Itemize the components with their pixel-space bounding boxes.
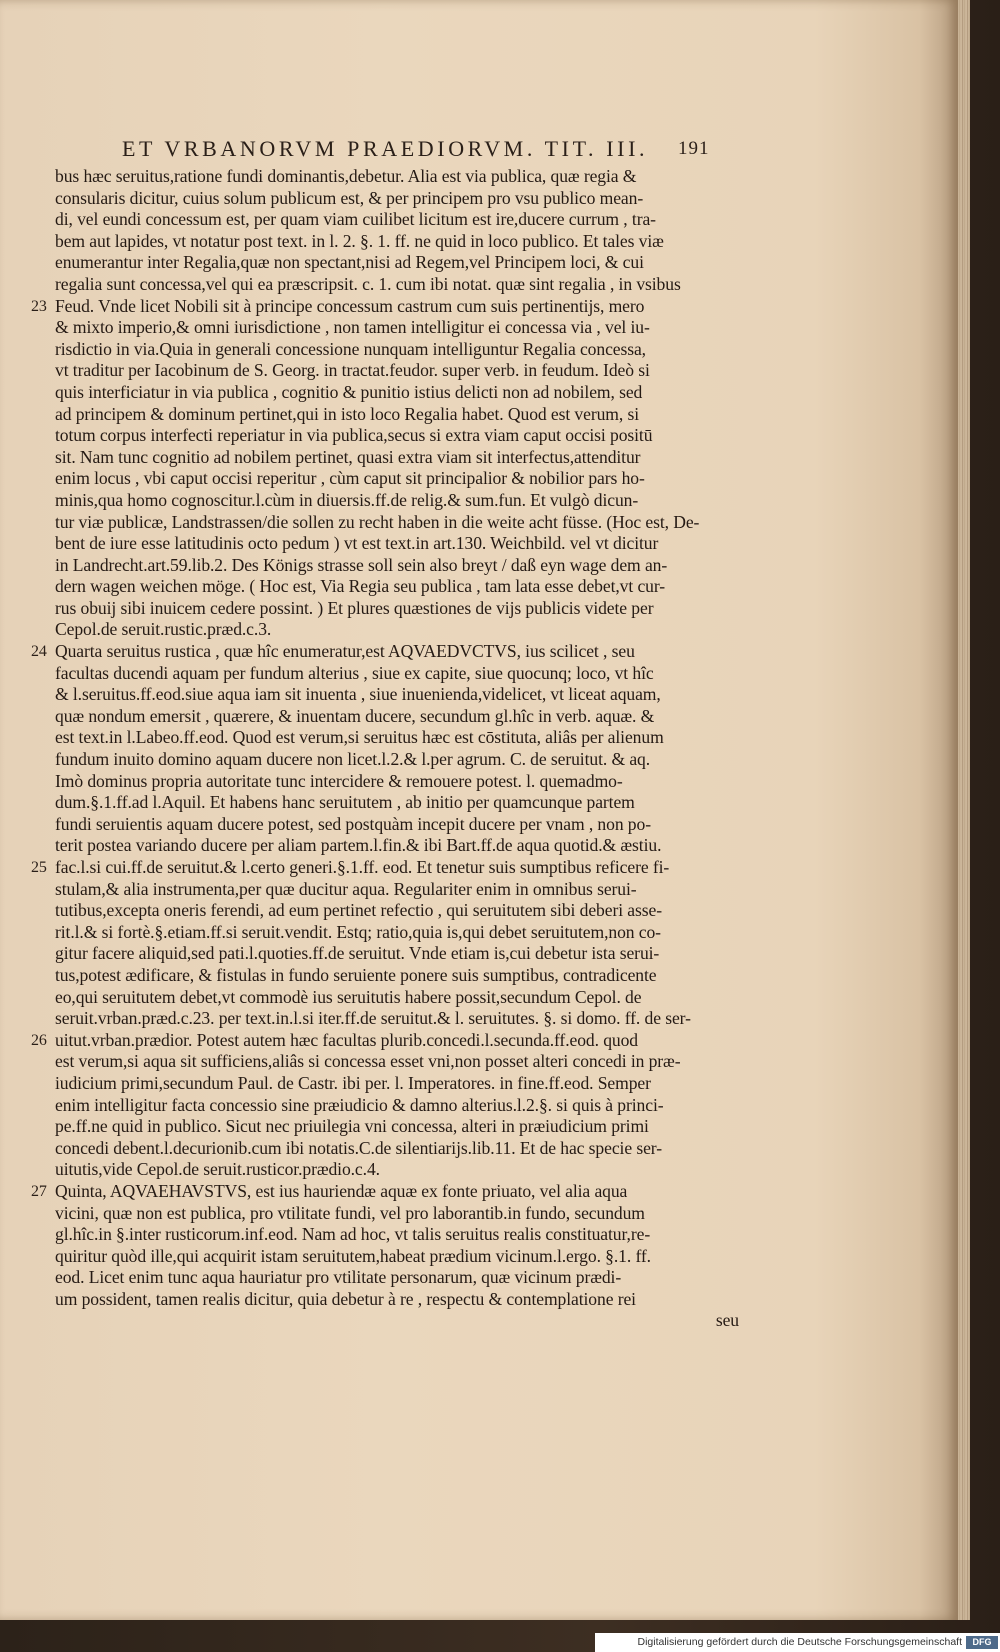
digitization-footer (595, 1633, 1000, 1652)
line-text: regalia sunt concessa,vel qui ea præscripsit. c. 1. cum ibi notat. quæ sint regalia , in vsibus (55, 273, 681, 294)
margin-number: 26 (31, 1031, 47, 1049)
text-line (55, 814, 745, 836)
line-text: risdictio in via.Quia in generali concessione nunquam intelliguntur Regalia concessa, (55, 338, 646, 359)
line-text: bent de iure esse latitudinis octo pedum ) vt est text.in art.130. Weichbild. vel vt dicitur (55, 533, 659, 554)
line-text: bem aut lapides, vt notatur post text. in l. 2. §. 1. ff. ne quid in loco publico. Et tales viæ (55, 230, 664, 251)
text-line (55, 555, 745, 577)
text-line (55, 274, 745, 296)
line-text: fundum inuito domino aquam ducere non licet.l.2.& l.per agrum. C. de seruitut. & aq. (55, 749, 651, 770)
line-text: di, vel eundi concessum est, per quam viam cuilibet licitum est ire,ducere currum , tra- (55, 209, 656, 230)
text-line (31, 1180, 745, 1203)
line-text: enim locus , vbi caput occisi reperitur , cùm caput sit principalior & nobilior pars ho- (55, 468, 645, 489)
line-text: dern wagen weichen möge. ( Hoc est, Via Regia seu publica , tam lata esse debet,vt cur- (55, 576, 666, 597)
line-text: uitutis,vide Cepol.de seruit.rusticor.prædio.c.4. (55, 1159, 380, 1180)
line-text: uitut.vrban.prædior. Potest autem hæc facultas plurib.concedi.l.secunda.ff.eod. quod (55, 1029, 638, 1050)
line-text: est verum,si aqua sit sufficiens,aliâs si concessa esset vni,non posset alteri concedi in præ- (55, 1051, 681, 1072)
running-header: ET VRBANORVM PRAEDIORVM. TIT. III. (122, 136, 649, 161)
text-line (55, 943, 745, 965)
text-line (55, 879, 745, 901)
text-line (55, 749, 745, 771)
line-text: eo,qui seruitutem debet,vt commodè ius seruitutis habere possit,secundum Cepol. de (55, 986, 642, 1007)
dfg-logo-icon: DFG (966, 1636, 998, 1649)
text-line (55, 1095, 745, 1117)
line-text: est text.in l.Labeo.ff.eod. Quod est verum,si seruitus hæc est cōstituta, aliâs per alienum (55, 727, 664, 748)
line-text: quæ nondum emersit , quærere, & inuentam ducere, secundum gl.hîc in verb. aquæ. & (55, 705, 655, 726)
line-text: enim intelligitur facta concessio sine præiudicio & damno alterius.l.2.§. si quis à princi- (55, 1094, 664, 1115)
text-line (55, 965, 745, 987)
text-line (55, 166, 745, 188)
text-line (55, 900, 745, 922)
line-text: um possident, tamen realis dicitur, quia debetur à re , respectu & contemplatione rei (55, 1288, 636, 1309)
line-text: fac.l.si cui.ff.de seruitut.& l.certo generi.§.1.ff. eod. Et tenetur suis sumptibus reficere fi- (55, 857, 670, 877)
text-line (55, 317, 745, 339)
line-text: quis interficiatur in via publica , cognitio & punitio istius delicti non ad nobilem, sed (55, 381, 643, 402)
line-text: enumerantur inter Regalia,quæ non spectant,nisi ad Regem,vel Principem loci, & cui (55, 252, 644, 273)
text-line (55, 771, 745, 793)
text-line (55, 706, 745, 728)
text-line (55, 1008, 745, 1030)
text-line (31, 857, 745, 879)
line-text: rus obuij sibi inuicem cedere possint. ) Et plures quæstiones de vijs publicis videte per (55, 597, 654, 618)
text-line (55, 1051, 745, 1073)
line-text: quiritur quòd ille,qui acquirit istam seruitutem,habeat prædium vicinum.l.ergo. §.1. ff. (55, 1245, 651, 1266)
line-text: terit postea variando ducere per aliam partem.l.fin.& ibi Bart.ff.de aqua quotid.& æstiu. (55, 835, 662, 856)
text-line (55, 1138, 745, 1160)
text-line (55, 382, 745, 404)
text-line (55, 188, 745, 210)
line-text: eod. Licet enim tunc aqua hauriatur pro vtilitate personarum, quæ vicinum prædi- (55, 1267, 622, 1288)
text-line (55, 1116, 745, 1138)
folio-number: 191 (678, 138, 710, 159)
text-line (55, 576, 745, 598)
text-line (55, 490, 745, 512)
line-text: Cepol.de seruit.rustic.præd.c.3. (55, 619, 272, 640)
text-line (55, 447, 745, 469)
text-line (55, 1246, 745, 1268)
text-line (55, 684, 745, 706)
line-text: pe.ff.ne quid in publico. Sicut nec priuilegia vni concessa, alteri in præiudicium primi (55, 1116, 649, 1137)
text-line (55, 425, 745, 447)
text-line (55, 1289, 745, 1311)
text-line (55, 468, 745, 490)
text-line (55, 209, 745, 231)
line-text: fundi seruientis aquam ducere potest, sed postquàm incepit ducere per vnam , non po- (55, 813, 651, 834)
text-line (55, 663, 745, 685)
text-line (55, 619, 745, 641)
text-line (55, 512, 745, 534)
text-line (55, 533, 745, 555)
text-line (55, 922, 745, 944)
line-text: Feud. Vnde licet Nobili sit à principe concessum castrum cum suis pertinentijs, mero (55, 295, 645, 316)
line-text: minis,qua homo cognoscitur.l.cùm in diuersis.ff.de relig.& sum.fun. Et vulgò dicun- (55, 489, 639, 510)
text-line (55, 1224, 745, 1246)
line-text: rit.l.& si fortè.§.etiam.ff.si seruit.vendit. Estq; ratio,quia is,qui debet seruitutem,non co- (55, 921, 661, 942)
line-text: facultas ducendi aquam per fundum alterius , siue ex capite, siue quocunq; loco, vt hîc (55, 662, 654, 683)
line-text: Quarta seruitus rustica , quæ hîc enumeratur,est AQVAEDVCTVS, ius scilicet , seu (55, 641, 635, 662)
text-line (55, 360, 745, 382)
text-line (55, 339, 745, 361)
line-text: vt traditur per Iacobinum de S. Georg. in tractat.feudor. super verb. in feudum. Ideò si (55, 360, 650, 381)
line-text: iudicium primi,secundum Paul. de Castr. ibi per. l. Imperatores. in fine.ff.eod. Semper (55, 1072, 651, 1093)
text-line (31, 295, 745, 318)
text-line (55, 987, 745, 1009)
line-text: consularis dicitur, cuius solum publicum est, & per principem pro vsu publico mean- (55, 187, 644, 208)
margin-number: 25 (31, 859, 47, 876)
page-edge-binding (958, 0, 970, 1620)
catchword: seu (715, 1310, 739, 1331)
line-text: ad principem & dominum pertinet,qui in isto loco Regalia habet. Quod est verum, si (55, 403, 640, 424)
text-line (55, 1203, 745, 1225)
line-text: & mixto imperio,& omni iurisdictione , non tamen intelligitur ei concessa via , vel iu- (55, 317, 650, 338)
margin-number: 23 (31, 297, 47, 315)
footer-credit: Digitalisierung gefördert durch die Deutsche Forschungsgemeinschaft (637, 1636, 962, 1648)
line-text: gitur facere aliquid,sed pati.l.quoties.ff.de seruitut. Vnde etiam is,cui debetur ista serui- (55, 943, 660, 964)
text-line (55, 792, 745, 814)
line-text: Imò dominus propria autoritate tunc intercidere & remouere potest. l. quemadmo- (55, 770, 623, 791)
line-text: tutibus,excepta oneris ferendi, ad eum pertinet refectio , qui seruitutem sibi deberi asse- (55, 900, 662, 921)
text-line (55, 1073, 745, 1095)
line-text: dum.§.1.ff.ad l.Aquil. Et habens hanc seruitutem , ab initio per quamcunque partem (55, 792, 635, 813)
line-text: gl.hîc.in §.inter rusticorum.inf.eod. Nam ad hoc, vt talis seruitus realis constituatur,re- (55, 1224, 651, 1245)
text-line (31, 641, 745, 663)
line-text: in Landrecht.art.59.lib.2. Des Königs strasse soll sein also breyt / daß eyn wage dem an- (55, 554, 668, 575)
line-text: concedi debent.l.decurionib.cum ibi notatis.C.de silentiarijs.lib.11. Et de hac specie ser- (55, 1137, 662, 1158)
line-text: sit. Nam tunc cognitio ad nobilem pertinet, quasi extra viam sit interfectus,attenditur (55, 446, 641, 467)
line-text: seruit.vrban.præd.c.23. per text.in.l.si iter.ff.de seruitut.& l. seruitutes. §. si domo. ff. de ser- (55, 1008, 691, 1029)
text-line (55, 598, 745, 620)
margin-number: 27 (31, 1182, 47, 1200)
line-text: & l.seruitus.ff.eod.siue aqua iam sit inuenta , siue inuenienda,videlicet, vt liceat aquam, (55, 684, 661, 705)
main-text-column (31, 166, 745, 1332)
text-line (31, 1029, 745, 1052)
text-line (55, 231, 745, 253)
text-line (55, 252, 745, 274)
line-text: stulam,& alia instrumenta,per quæ ducitur aqua. Regulariter enim in omnibus serui- (55, 878, 637, 899)
margin-number: 24 (31, 643, 47, 661)
line-text: vicini, quæ non est publica, pro vtilitate fundi, vel pro laborantib.in fundo, secundum (55, 1202, 645, 1223)
line-text: tur viæ publicæ, Landstrassen/die sollen zu recht haben in die weite acht füsse. (Hoc est, De- (55, 511, 700, 532)
text-line (55, 727, 745, 749)
text-line (55, 1267, 745, 1289)
text-line (55, 1159, 745, 1181)
text-line (55, 835, 745, 857)
line-text: Quinta, AQVAEHAVSTVS, est ius hauriendæ aquæ ex fonte priuato, vel alia aqua (55, 1180, 628, 1201)
line-text: bus hæc seruitus,ratione fundi dominantis,debetur. Alia est via publica, quæ regia & (55, 166, 637, 186)
line-text: totum corpus interfecti reperiatur in via publica,secus si extra viam caput occisi positū (55, 425, 653, 446)
text-line (55, 404, 745, 426)
line-text: tus,potest ædificare, & fistulas in fundo seruiente ponere suis sumptibus, contradicente (55, 964, 657, 985)
